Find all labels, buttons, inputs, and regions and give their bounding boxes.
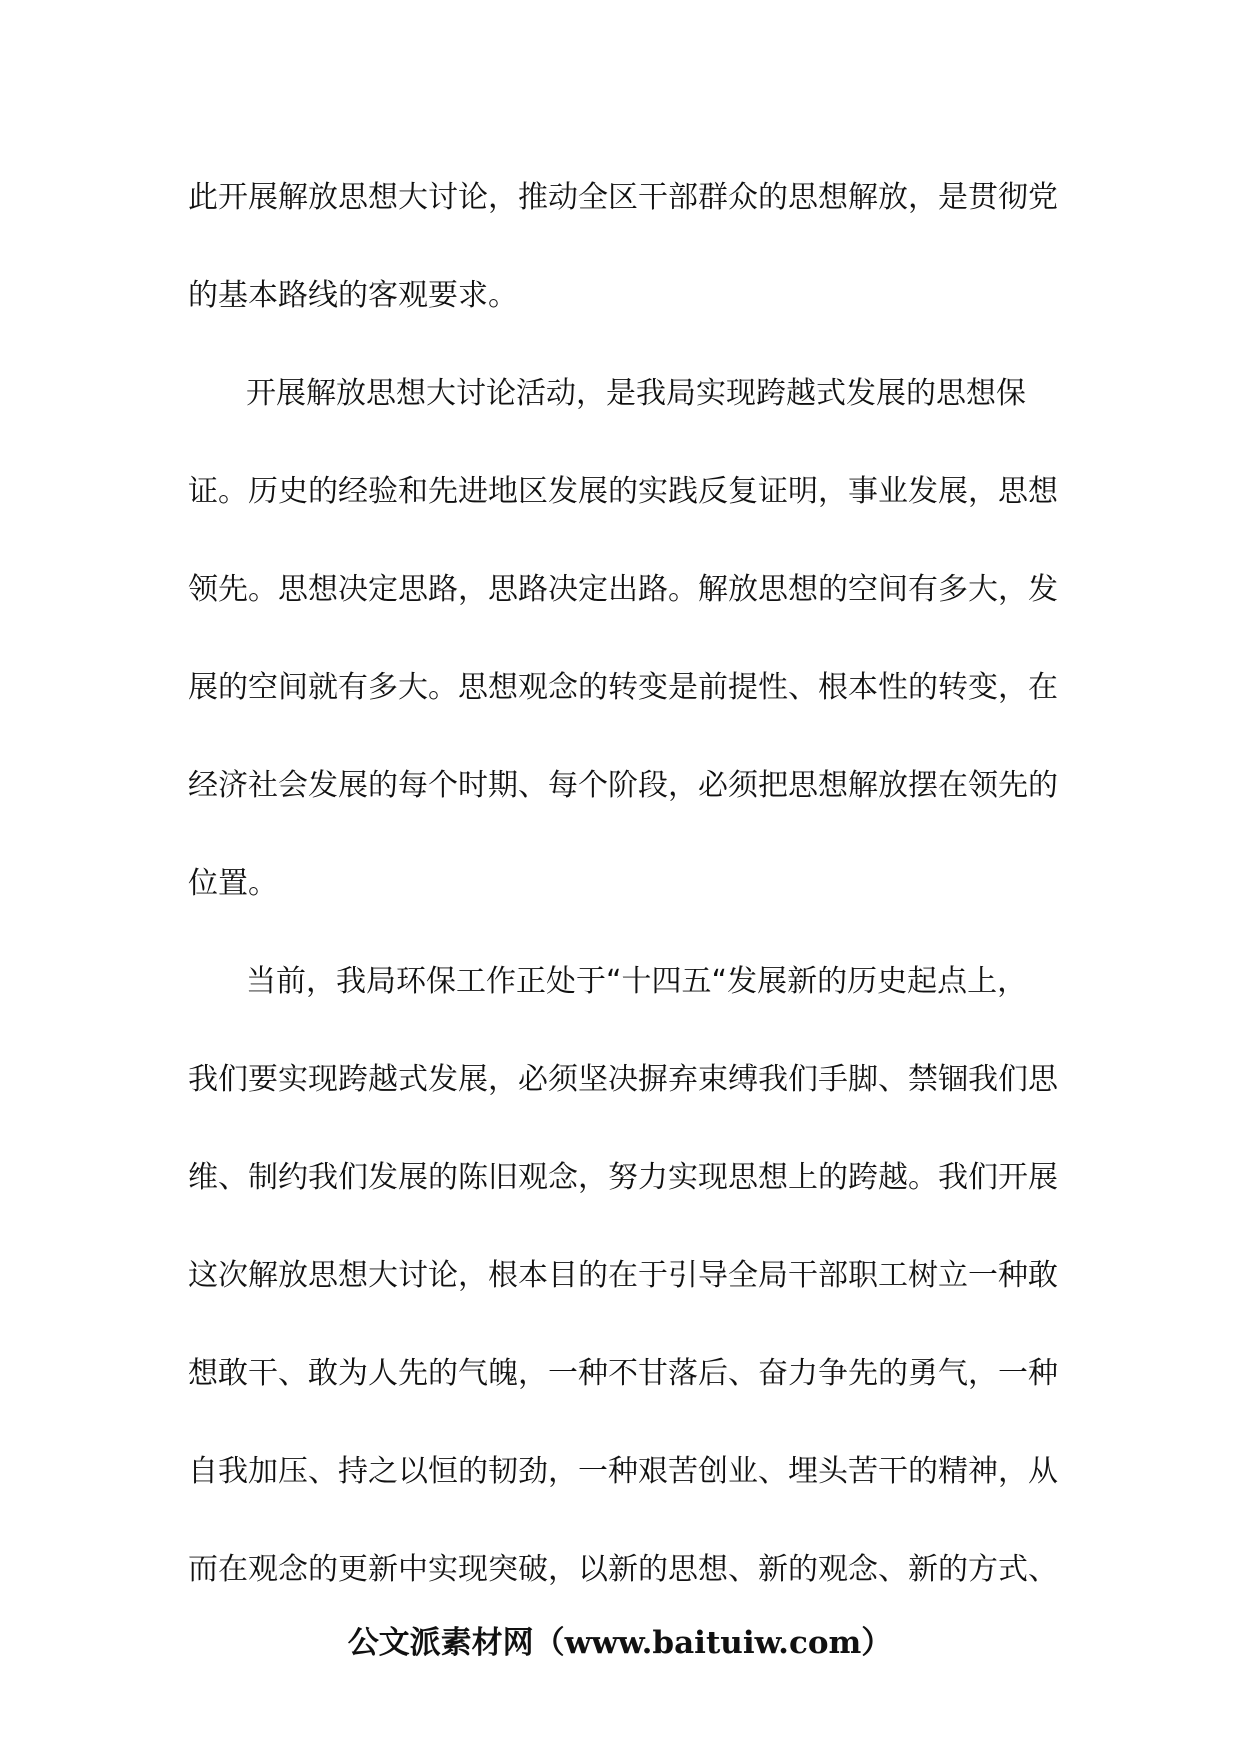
text-line: 自我加压、持之以恒的韧劲，一种艰苦创业、埋头苦干的精神，从: [188, 1454, 1058, 1489]
text-line: 我们要实现跨越式发展，必须坚决摒弃束缚我们手脚、禁锢我们思: [188, 1062, 1058, 1097]
footer-watermark: 公文派素材网（www.baituiw.com）: [347, 1625, 893, 1661]
text-line: 位置。: [188, 866, 278, 901]
body-text: [188, 168, 1058, 1638]
text-line: 此开展解放思想大讨论，推动全区干部群众的思想解放，是贯彻党: [188, 180, 1058, 215]
text-line: 维、制约我们发展的陈旧观念，努力实现思想上的跨越。我们开展: [188, 1160, 1058, 1195]
text-line: 当前，我局环保工作正处于“十四五“发展新的历史起点上，: [246, 964, 1028, 999]
text-line: 展的空间就有多大。思想观念的转变是前提性、根本性的转变，在: [188, 670, 1058, 705]
text-line: 想敢干、敢为人先的气魄，一种不甘落后、奋力争先的勇气，一种: [188, 1356, 1058, 1391]
text-line: 证。历史的经验和先进地区发展的实践反复证明，事业发展，思想: [188, 474, 1058, 509]
text-line: 领先。思想决定思路，思路决定出路。解放思想的空间有多大，发: [188, 572, 1058, 607]
text-line: 而在观念的更新中实现突破，以新的思想、新的观念、新的方式、: [188, 1552, 1058, 1587]
text-line: 的基本路线的客观要求。: [188, 278, 518, 313]
text-line: 开展解放思想大讨论活动，是我局实现跨越式发展的思想保: [246, 376, 1026, 411]
text-line: 经济社会发展的每个时期、每个阶段，必须把思想解放摆在领先的: [188, 768, 1058, 803]
text-line: 这次解放思想大讨论，根本目的在于引导全局干部职工树立一种敢: [188, 1258, 1058, 1293]
